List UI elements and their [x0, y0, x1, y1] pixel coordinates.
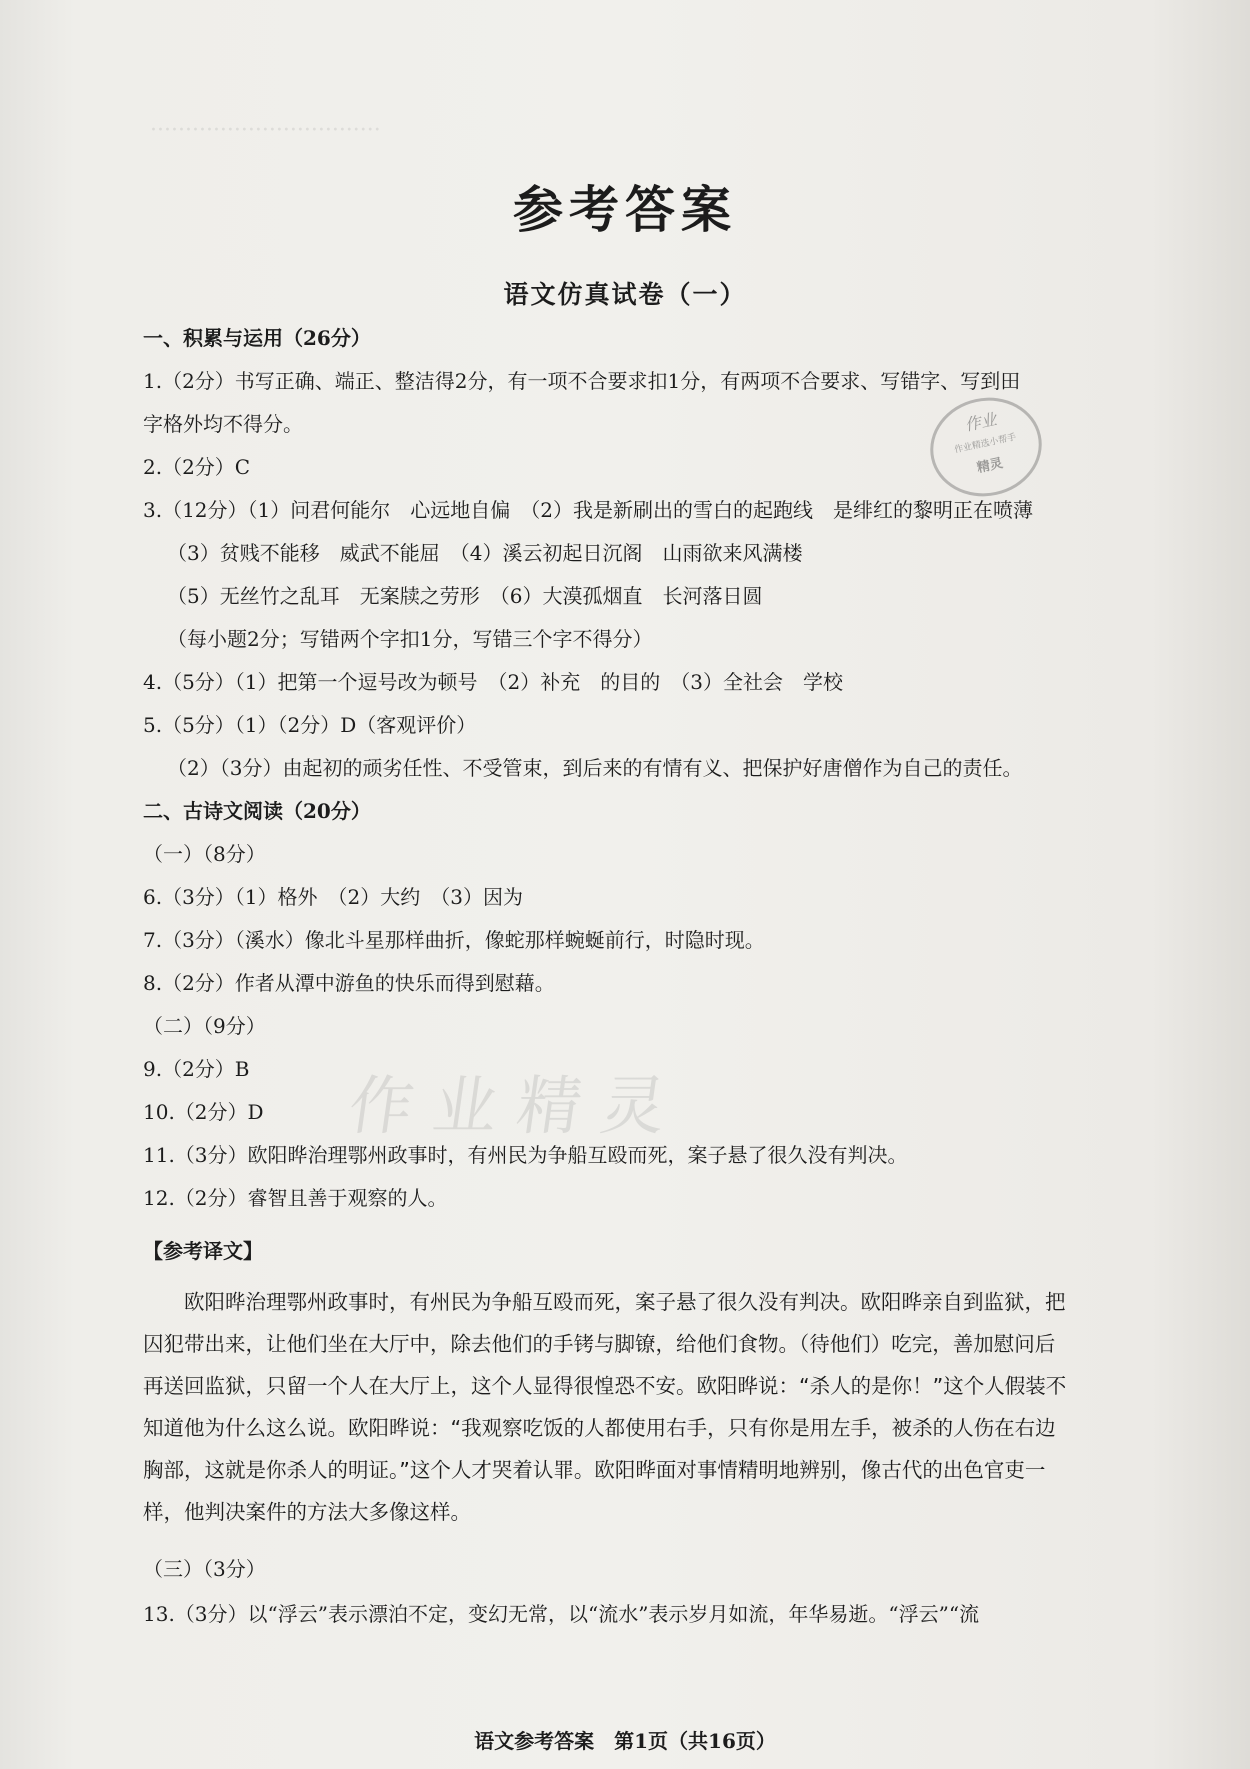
answer-q5: 5.（5分）（1）（2分）D（客观评价）	[143, 713, 477, 737]
stamp-text: 作业精选小帮手	[953, 432, 1018, 456]
section-heading-2: 二、古诗文阅读（20分）	[143, 799, 371, 823]
watermark: 作业精灵	[343, 1070, 691, 1144]
answer-q1: 1.（2分）书写正确、端正、整洁得2分，有一项不合要求扣1分，有两项不合要求、写错字、写到田	[143, 369, 1021, 393]
answer-q13: 13.（3分）以“浮云”表示漂泊不定，变幻无常，以“流水”表示岁月如流，年华易逝。“浮云”“流	[143, 1602, 980, 1626]
stamp-text: 精灵	[975, 456, 1005, 477]
answer-q3: 3.（12分）（1）问君何能尔 心远地自偏 （2）我是新刷出的雪白的起跑线 是绯红的黎明正在喷薄	[143, 498, 1033, 522]
translation-line: 囚犯带出来，让他们坐在大厅中，除去他们的手铐与脚镣，给他们食物。（待他们）吃完，善加慰问后	[143, 1332, 1056, 1356]
exam-subtitle: 语文仿真试卷（一）	[503, 280, 747, 309]
bleed-through-text: ·································	[150, 118, 381, 143]
page-footer: 语文参考答案 第1页（共16页）	[474, 1729, 776, 1753]
translation-line: 知道他为什么这么说。欧阳晔说：“我观察吃饭的人都使用右手，只有你是用左手，被杀的人伤在右边	[143, 1416, 1056, 1440]
answer-q2: 2.（2分）C	[143, 455, 251, 479]
answer-q11: 11.（3分）欧阳晔治理鄂州政事时，有州民为争船互殴而死，案子悬了很久没有判决。	[143, 1143, 908, 1167]
translation-line: 样，他判决案件的方法大多像这样。	[143, 1500, 471, 1524]
translation-heading: 【参考译文】	[143, 1239, 263, 1263]
answer-q3-cont: （5）无丝竹之乱耳 无案牍之劳形 （6）大漠孤烟直 长河落日圆	[167, 584, 763, 608]
part-heading: （一）（8分）	[143, 842, 266, 866]
answer-q9: 9.（2分）B	[143, 1057, 250, 1081]
answer-q3-cont: （3）贫贱不能移 威武不能屈 （4）溪云初起日沉阁 山雨欲来风满楼	[167, 541, 803, 565]
answer-q12: 12.（2分）睿智且善于观察的人。	[143, 1186, 448, 1210]
answer-q8: 8.（2分）作者从潭中游鱼的快乐而得到慰藉。	[143, 971, 555, 995]
part-heading: （三）（3分）	[143, 1557, 266, 1581]
publisher-stamp	[921, 387, 1051, 506]
translation-line: 胸部，这就是你杀人的明证。”这个人才哭着认罪。欧阳晔面对事情精明地辨别，像古代的出色官吏一	[143, 1458, 1046, 1482]
answer-q10: 10.（2分）D	[143, 1100, 264, 1124]
answer-q5-cont: （2）（3分）由起初的顽劣任性、不受管束，到后来的有情有义、把保护好唐僧作为自己的责任。	[167, 756, 1023, 780]
answer-q4: 4.（5分）（1）把第一个逗号改为顿号 （2）补充 的目的 （3）全社会 学校	[143, 670, 843, 694]
answer-q6: 6.（3分）（1）格外 （2）大约 （3）因为	[143, 885, 523, 909]
translation-line: 欧阳晔治理鄂州政事时，有州民为争船互殴而死，案子悬了很久没有判决。欧阳晔亲自到监狱，把	[143, 1290, 1066, 1314]
answer-q7: 7.（3分）（溪水）像北斗星那样曲折，像蛇那样蜿蜒前行，时隐时现。	[143, 928, 765, 952]
section-heading-1: 一、积累与运用（26分）	[143, 326, 371, 350]
translation-line: 再送回监狱，只留一个人在大厅上，这个人显得很惶恐不安。欧阳晔说：“杀人的是你！”这个人假装不	[143, 1374, 1067, 1398]
part-heading: （二）（9分）	[143, 1014, 266, 1038]
page-title: 参考答案	[513, 180, 737, 239]
stamp-text: 作业	[963, 409, 999, 435]
answer-q1-cont: 字格外均不得分。	[143, 412, 303, 436]
answer-q3-note: （每小题2分；写错两个字扣1分，写错三个字不得分）	[167, 627, 653, 651]
